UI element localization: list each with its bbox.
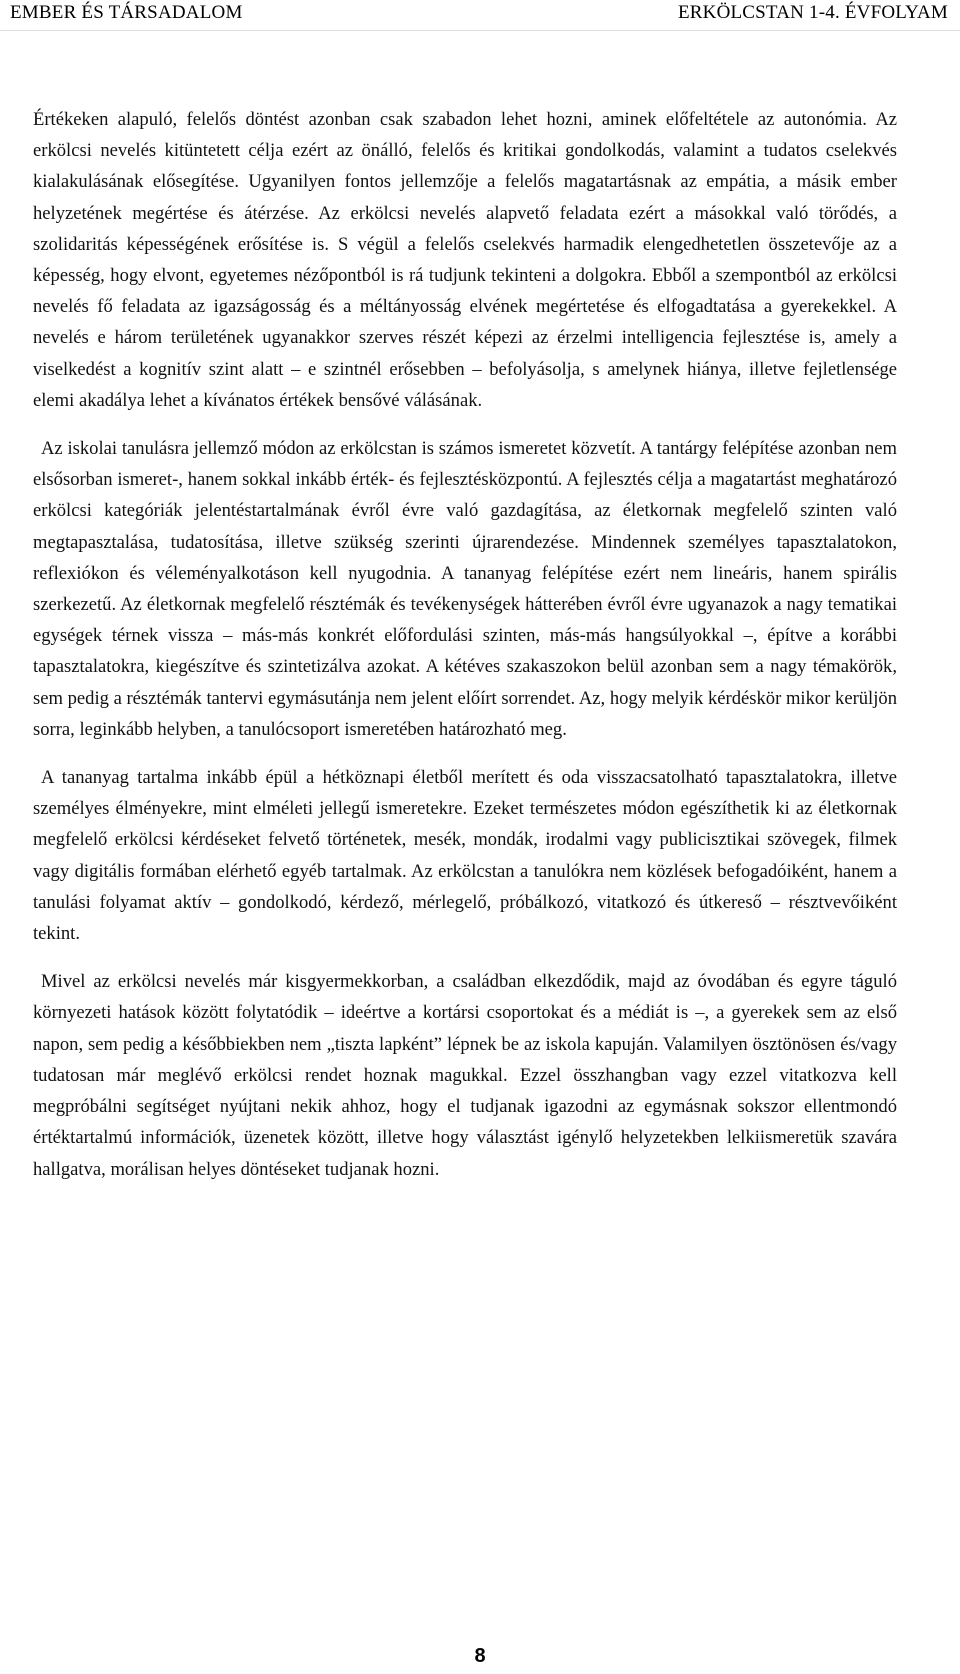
document-body <box>33 104 897 1185</box>
header-title-left: EMBER ÉS TÁRSADALOM <box>10 2 243 23</box>
header-divider <box>0 30 960 31</box>
paragraph-content-sources: A tananyag tartalma inkább épül a hétköznapi életből merített és oda visszacsatolható tapasztalatokra, illetve személyes élményekre, mint elméleti jellegű ismeretekre. Ezeket természetes módon egészíthetik ki az életkornak megfelelő erkölcsi kérdéseket felvető történetek, mesék, mondák, irodalmi vagy publicisztikai szövegek, filmek vagy digitális formában elérhető egyéb tartalmak. Az erkölcstan a tanulókra nem közlések befogadóiként, hanem a tanulási folyamat aktív – gondolkodó, kérdező, mérlegelő, próbálkozó, vitatkozó és útkereső – résztvevőiként tekint. <box>33 767 897 945</box>
paragraph-prior-moral-order: Mivel az erkölcsi nevelés már kisgyermekkorban, a családban elkezdődik, majd az óvodában és egyre táguló környezeti hatások között folytatódik – ideértve a kortársi csoportokat és a médiát is –, a gyerekek sem az első napon, sem pedig a későbbiekben nem „tiszta lapként” lépnek be az iskola kapuján. Valamilyen ösztönösen és/vagy tudatosan már meglévő erkölcsi rendet hoznak magukkal. Ezzel összhangban vagy ezzel vitatkozva kell megpróbálni segítséget nyújtani nekik ahhoz, hogy el tudjanak igazodni az egymásnak sokszor ellentmondó értéktartalmú információk, üzenetek között, illetve hogy választást igénylő helyzetekben lelkiismeretük szavára hallgatva, morálisan helyes döntéseket tudjanak hozni. <box>33 971 897 1180</box>
page-number: 8 <box>474 1645 486 1667</box>
page-header <box>0 0 960 30</box>
header-title-right: ERKÖLCSTAN 1-4. ÉVFOLYAM <box>677 2 948 23</box>
paragraph-curriculum-structure: Az iskolai tanulásra jellemző módon az erkölcstan is számos ismeretet közvetít. A tantárgy felépítése azonban nem elsősorban ismeret-, hanem sokkal inkább érték- és fejlesztésközpontú. A fejlesztés célja a magatartást meghatározó erkölcsi kategóriák jelentéstartalmának évről évre való gazdagítása, az életkornak megfelelő szinten való megtapasztalása, tudatosítása, illetve szükség szerinti újrarendezése. Mindennek személyes tapasztalatokon, reflexiókon és véleményalkotáson kell nyugodnia. A tananyag felépítése ezért nem lineáris, hanem spirális szerkezetű. Az életkornak megfelelő résztémák és tevékenységek hátterében évről évre ugyanazok a nagy tematikai egységek térnek vissza – más-más konkrét előfordulási szinten, más-más hangsúlyokkal –, építve a korábbi tapasztalatokra, kiegészítve és szintetizálva azokat. A kétéves szakaszokon belül azonban sem a nagy témakörök, sem pedig a résztémák tantervi egymásutánja nem jelent előírt sorrendet. Az, hogy melyik kérdéskör mikor kerüljön sorra, leginkább helyben, a tanulócsoport ismeretében határozható meg. <box>33 438 897 740</box>
paragraph-autonomy: Értékeken alapuló, felelős döntést azonban csak szabadon lehet hozni, aminek előfeltétele az autonómia. Az erkölcsi nevelés kitüntetett célja ezért az önálló, felelős és kritikai gondolkodás, valamint a tudatos cselekvés kialakulásának elősegítése. Ugyanilyen fontos jellemzője a felelős magatartásnak az empátia, a másik ember helyzetének megértése és átérzése. Az erkölcsi nevelés alapvető feladata ezért a másokkal való törődés, a szolidaritás képességének erősítése is. S végül a felelős cselekvés harmadik elengedhetetlen összetevője az a képesség, hogy elvont, egyetemes nézőpontból is rá tudjunk tekinteni a dolgokra. Ebből a szempontból az erkölcsi nevelés fő feladata az igazságosság és a méltányosság elvének megértetése és elfogadtatása a gyerekekkel. A nevelés e három területének ugyanakkor szerves részét képezi az érzelmi intelligencia fejlesztése is, amely a viselkedést a kognitív szint alatt – e szintnél erősebben – befolyásolja, s amelynek hiánya, illetve fejletlensége elemi akadálya lehet a kívánatos értékek bensővé válásának. <box>33 109 897 411</box>
